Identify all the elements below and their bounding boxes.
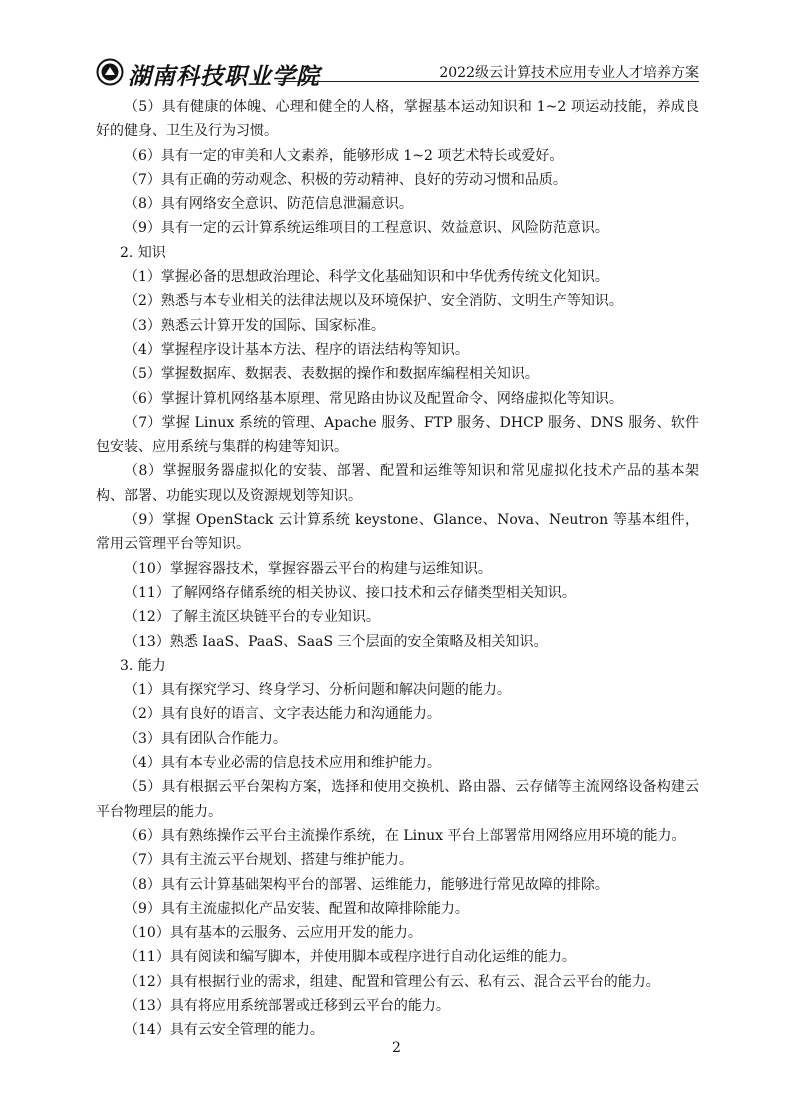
- body-text: [96, 95, 699, 1043]
- paragraph: （10）具有基本的云服务、云应用开发的能力。: [124, 925, 422, 942]
- school-logo: [96, 56, 320, 90]
- page-header: [96, 56, 699, 88]
- paragraph: （4）具有本专业必需的信息技术应用和维护能力。: [124, 755, 441, 772]
- paragraph: （1）具有探究学习、终身学习、分析问题和解决问题的能力。: [124, 682, 511, 699]
- paragraph: （9）具有一定的云计算系统运维项目的工程意识、效益意识、风险防范意识。: [124, 220, 609, 237]
- paragraph: （4）掌握程序设计基本方法、程序的语法结构等知识。: [124, 341, 469, 358]
- paragraph: （13）具有将应用系统部署或迁移到云平台的能力。: [124, 997, 450, 1014]
- paragraph: （8）掌握服务器虚拟化的安装、部署、配置和运维等知识和常见虚拟化技术产品的基本架构、部署、功能实现以及资源规划等知识。: [96, 463, 699, 504]
- paragraph: （14）具有云安全管理的能力。: [124, 1022, 324, 1039]
- paragraph: （5）掌握数据库、数据表、表数据的操作和数据库编程相关知识。: [124, 366, 539, 383]
- school-name-calligraphy: 湖南科技职业学院: [128, 63, 320, 90]
- paragraph: （7）具有正确的劳动观念、积极的劳动精神、良好的劳动习惯和品质。: [124, 171, 567, 188]
- page-number: 2: [392, 1040, 401, 1056]
- paragraph: （9）掌握 OpenStack 云计算系统 keystone、Glance、Nova、Neutron 等基本组件，常用云管理平台等知识。: [96, 512, 699, 553]
- paragraph: （12）具有根据行业的需求，组建、配置和管理公有云、私有云、混合云平台的能力。: [124, 973, 660, 990]
- paragraph: （13）熟悉 IaaS、PaaS、SaaS 三个层面的安全策略及相关知识。: [124, 633, 548, 650]
- paragraph: （7）具有主流云平台规划、搭建与维护能力。: [124, 852, 413, 869]
- paragraph: （3）熟悉云计算开发的国际、国家标准。: [124, 317, 385, 334]
- paragraph: （8）具有云计算基础架构平台的部署、运维能力，能够进行常见故障的排除。: [124, 876, 609, 893]
- section-heading-knowledge: 2. 知识: [120, 244, 166, 261]
- section-heading-ability: 3. 能力: [120, 657, 166, 674]
- paragraph: （5）具有健康的体魄、心理和健全的人格，掌握基本运动知识和 1~2 项运动技能，养成良好的健身、卫生及行为习惯。: [96, 99, 699, 140]
- paragraph: （5）具有根据云平台架构方案，选择和使用交换机、路由器、云存储等主流网络设备构建云平台物理层的能力。: [96, 779, 699, 820]
- paragraph: （10）掌握容器技术，掌握容器云平台的构建与运维知识。: [124, 560, 492, 577]
- paragraph: （11）具有阅读和编写脚本，并使用脚本或程序进行自动化运维的能力。: [124, 949, 576, 966]
- document-title: 2022级云计算技术应用专业人才培养方案: [439, 65, 699, 81]
- paragraph: （11）了解网络存储系统的相关协议、接口技术和云存储类型相关知识。: [124, 584, 576, 601]
- paragraph: （2）具有良好的语言、文字表达能力和沟通能力。: [124, 706, 441, 723]
- paragraph: （2）熟悉与本专业相关的法律法规以及环境保护、安全消防、文明生产等知识。: [124, 293, 623, 310]
- paragraph: （7）掌握 Linux 系统的管理、Apache 服务、FTP 服务、DHCP 服务、DNS 服务、软件包安装、应用系统与集群的构建等知识。: [96, 414, 699, 456]
- school-seal-icon: [96, 58, 124, 86]
- paragraph: （8）具有网络安全意识、防范信息泄漏意识。: [124, 196, 413, 213]
- paragraph: （9）具有主流虚拟化产品安装、配置和故障排除能力。: [124, 900, 469, 917]
- paragraph: （12）了解主流区块链平台的专业知识。: [124, 609, 380, 626]
- paragraph: （1）掌握必备的思想政治理论、科学文化基础知识和中华优秀传统文化知识。: [124, 269, 609, 286]
- paragraph: （6）具有熟练操作云平台主流操作系统，在 Linux 平台上部署常用网络应用环境的能力。: [124, 827, 686, 844]
- paragraph: （3）具有团队合作能力。: [124, 730, 287, 747]
- paragraph: （6）掌握计算机网络基本原理、常见路由协议及配置命令、网络虚拟化等知识。: [124, 390, 623, 407]
- paragraph: （6）具有一定的审美和人文素养，能够形成 1~2 项艺术特长或爱好。: [124, 147, 564, 164]
